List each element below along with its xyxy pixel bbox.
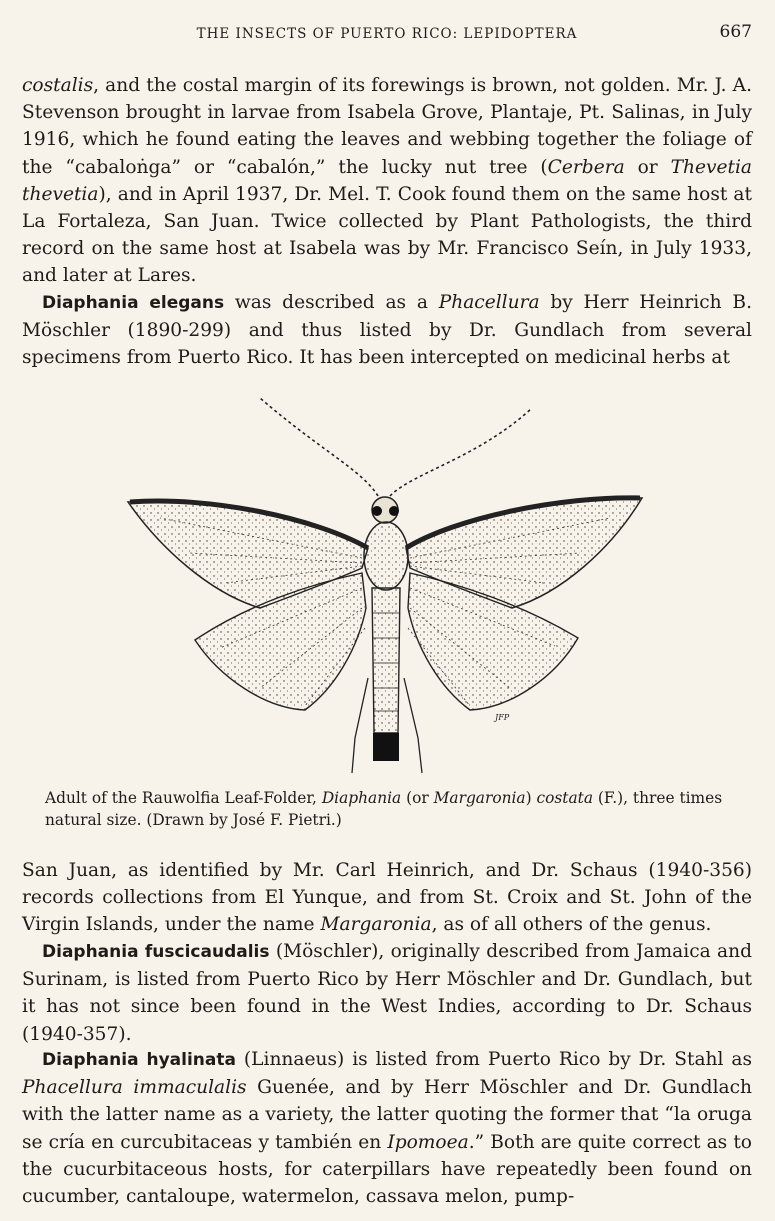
moth-illustration bbox=[100, 378, 660, 778]
paragraph-san-juan: San Juan, as identified by Mr. Carl Heinrich, and Dr. Schaus (1940-356) records collections from El Yunque, and from St. Croix and St. John of the Virgin Islands, under the name Margaronia, as of all others of the genus. bbox=[22, 860, 752, 936]
page-number: 667 bbox=[719, 22, 752, 42]
page-header bbox=[22, 22, 752, 48]
species-name: Diaphania fuscicaudalis bbox=[42, 942, 270, 962]
species-name: Diaphania elegans bbox=[42, 293, 225, 313]
paragraph-diaphania-hyalinata: Diaphania hyalinata (Linnaeus) is listed from Puerto Rico by Dr. Stahl as Phacellura immaculalis Guenée, and by Herr Möschler and Dr. Gundlach with the latter name as a variety, the latter quoting the former that “la oruga se cría en curcubitaceas y también en Ipomoea.” Both are quite correct as to the cucurbitaceous hosts, for caterpillars have repeatedly been found on cucumber, cantaloupe, watermelon, cassava melon, pump- bbox=[22, 1049, 753, 1208]
paragraph-costalis: costalis, and the costal margin of its forewings is brown, not golden. Mr. J. A. Stevenson brought in larvae from Isabela Grove, Plantaje, Pt. Salinas, in July 1916, which he found eating the leaves and webbing together the foliage of the “cabaloṅga” or “cabalón,” the lucky nut tree (Cerbera or Thevetia thevetia), and in April 1937, Dr. Mel. T. Cook found them on the same host at La Fortaleza, San Juan. Twice collected by Plant Pathologists, the third record on the same host at Isabela was by Mr. Francisco Seín, in July 1933, and later at Lares. bbox=[22, 75, 753, 287]
paragraph-diaphania-fuscicaudalis: Diaphania fuscicaudalis (Möschler), originally described from Jamaica and Surinam, is listed from Puerto Rico by Herr Möschler and Dr. Gundlach, but it has not since been found in the West Indies, according to Dr. Schaus (1940-357). bbox=[22, 941, 752, 1045]
paragraph-diaphania-elegans: Diaphania elegans was described as a Phacellura by Herr Heinrich B. Möschler (1890-299) and thus listed by Dr. Gundlach from several specimens from Puerto Rico. It has been intercepted on medicinal herbs at bbox=[22, 292, 752, 369]
moth-drawing bbox=[100, 378, 660, 778]
artist-initials: JFP bbox=[495, 713, 510, 722]
figure-caption: Adult of the Rauwolfia Leaf-Folder, Diaphania (or Margaronia) costata (F.), three times natural size. (Drawn by José F. Pietri.) bbox=[45, 789, 723, 829]
running-head: THE INSECTS OF PUERTO RICO: LEPIDOPTERA bbox=[196, 26, 578, 42]
species-name: Diaphania hyalinata bbox=[42, 1050, 236, 1070]
